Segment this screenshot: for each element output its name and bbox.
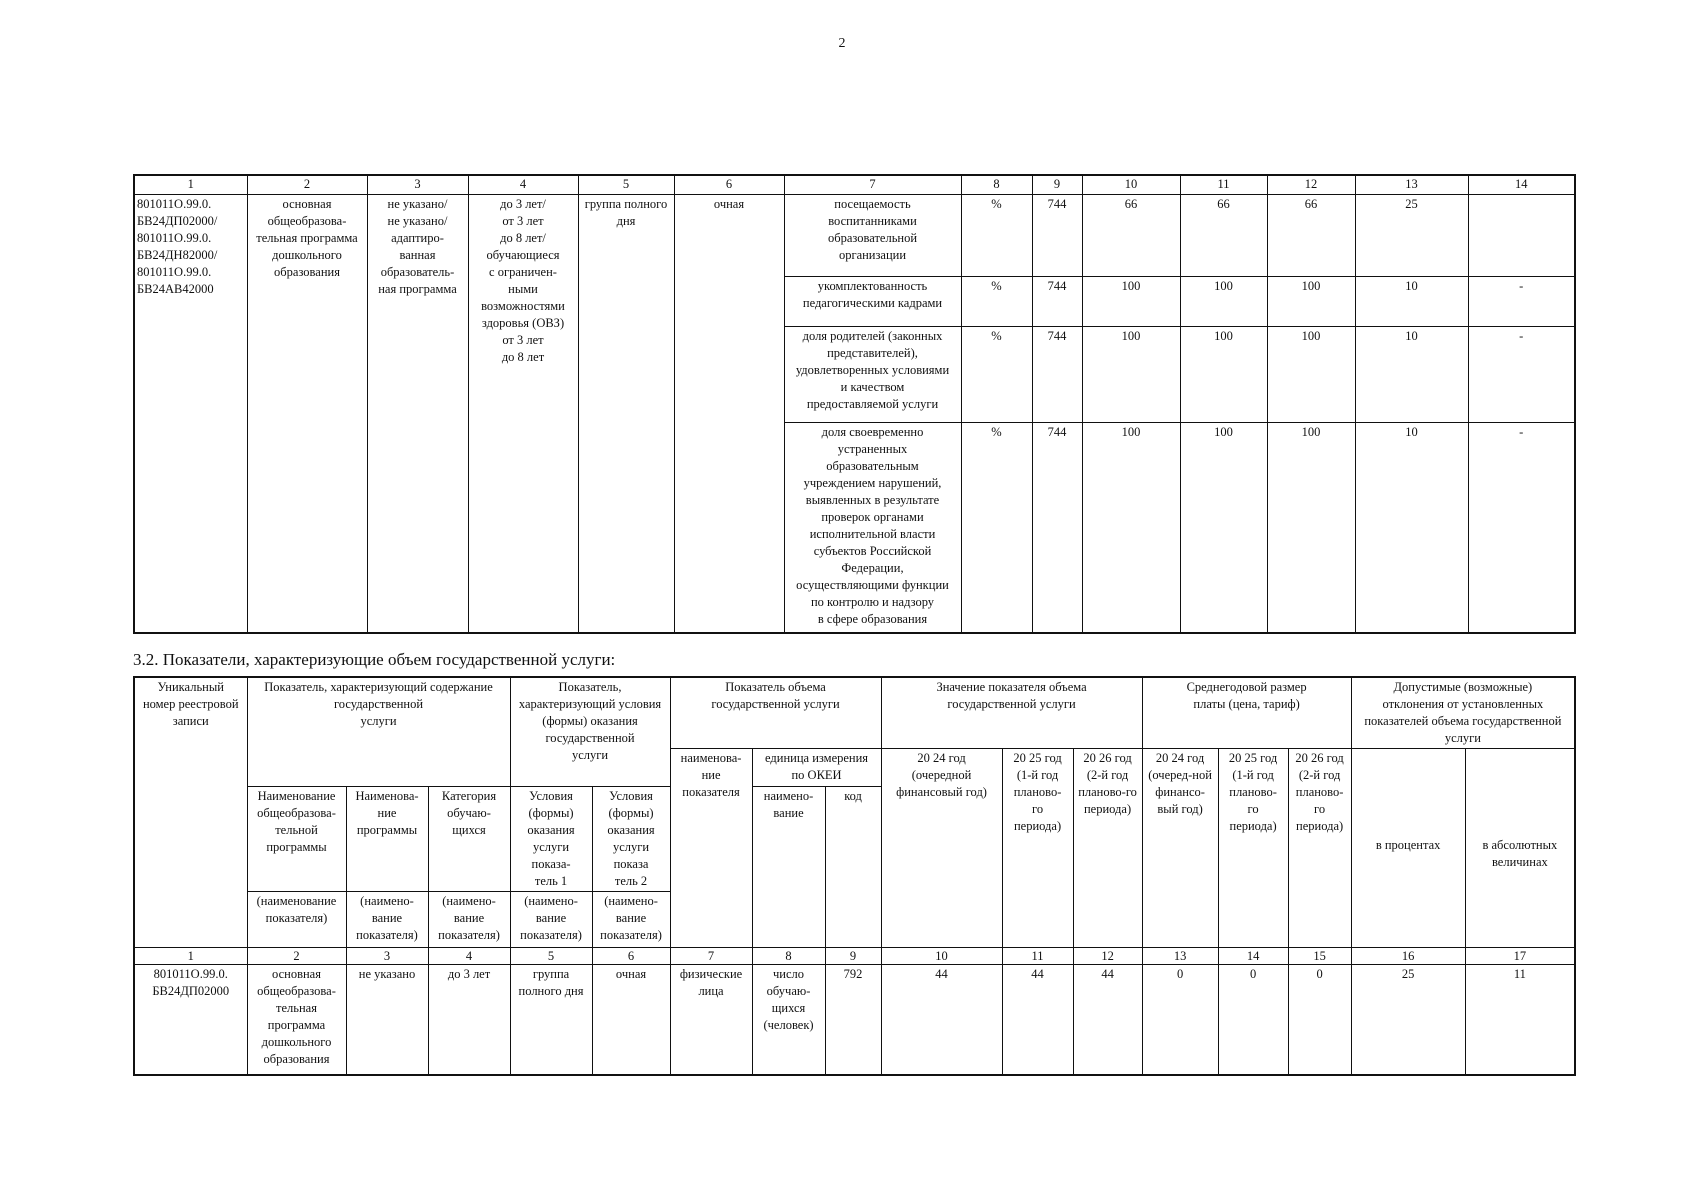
value-cell: 100: [1267, 327, 1355, 423]
value-cell: 100: [1180, 277, 1267, 327]
category-cell: до 3 лет/ от 3 лет до 8 лет/ обучающиеся с ограничен- ными возможностями здоровья (ОВЗ) от 3 лет до 8 лет: [468, 195, 578, 633]
col-number: 7: [784, 175, 961, 195]
col-number: 13: [1355, 175, 1468, 195]
fee-cell: 0: [1218, 965, 1288, 1075]
form-cell: очная: [592, 965, 670, 1075]
col-number: 5: [510, 948, 592, 965]
indicator-name-cell: посещаемость воспитанниками образовательной организации: [784, 195, 961, 277]
deviation-absolute-cell: -: [1468, 277, 1575, 327]
col-number: 2: [247, 175, 367, 195]
header-fee-year-3: 20 26 год (2-й год планово- го периода): [1288, 749, 1351, 948]
form-cell: очная: [674, 195, 784, 633]
header-fee: Среднегодовой размер платы (цена, тариф): [1142, 677, 1351, 749]
registry-number-cell: 801011О.99.0. БВ24ДП02000/ 801011О.99.0. БВ24ДН82000/ 801011О.99.0. БВ24АВ42000: [134, 195, 247, 633]
unit-cell: %: [961, 423, 1032, 633]
header-volume: Показатель объема государственной услуги: [670, 677, 881, 749]
col-number: 3: [367, 175, 468, 195]
condition-cell: группа полного дня: [510, 965, 592, 1075]
unit-cell: %: [961, 327, 1032, 423]
column-number-row: [134, 948, 1575, 965]
category-cell: до 3 лет: [428, 965, 510, 1075]
header-absolute: в абсолютных величинах: [1465, 749, 1575, 948]
deviation-absolute-cell: -: [1468, 327, 1575, 423]
value-cell: 100: [1267, 277, 1355, 327]
col-number: 5: [578, 175, 674, 195]
deviation-percent-cell: 10: [1355, 423, 1468, 633]
col-number: 9: [1032, 175, 1082, 195]
value-cell: 66: [1267, 195, 1355, 277]
deviation-percent-cell: 10: [1355, 327, 1468, 423]
volume-indicators-table: [133, 676, 1576, 1076]
program-kind-cell: не указано/ не указано/ адаптиро- ванная образователь- ная программа: [367, 195, 468, 633]
value-cell: 44: [1073, 965, 1142, 1075]
col-number: 11: [1002, 948, 1073, 965]
okei-code-cell: 744: [1032, 195, 1082, 277]
col-number: 12: [1267, 175, 1355, 195]
column-number-row: [134, 175, 1575, 195]
fee-cell: 0: [1142, 965, 1218, 1075]
table-row: [134, 195, 1575, 277]
indicator-name-cell: доля своевременно устраненных образовательным учреждением нарушений, выявленных в результате проверок органами исполнительной власти субъектов Российской Федерации, осуществляющими функции по контролю и надзору в сфере образования: [784, 423, 961, 633]
col-number: 7: [670, 948, 752, 965]
col-number: 1: [134, 948, 247, 965]
deviation-percent-cell: 10: [1355, 277, 1468, 327]
indicator-name-cell: доля родителей (законных представителей), удовлетворенных условиями и качеством предоставляемой услуги: [784, 327, 961, 423]
program-cell: основная общеобразова- тельная программа дошкольного образования: [247, 195, 367, 633]
header-deviation: Допустимые (возможные) отклонения от установленных показателей объема государственной услуги: [1351, 677, 1575, 749]
page-number: 2: [838, 36, 846, 51]
value-cell: 100: [1267, 423, 1355, 633]
program-cell: основная общеобразова- тельная программа дошкольного образования: [247, 965, 346, 1075]
fee-cell: 0: [1288, 965, 1351, 1075]
okei-code-cell: 792: [825, 965, 881, 1075]
header-program-kind: Наименова- ние программы: [346, 787, 428, 892]
col-number: 17: [1465, 948, 1575, 965]
col-number: 8: [752, 948, 825, 965]
value-cell: 100: [1082, 423, 1180, 633]
col-number: 10: [1082, 175, 1180, 195]
indicator-name-cell: укомплектованность педагогическими кадрами: [784, 277, 961, 327]
header-unit-name: наимено- вание: [752, 787, 825, 948]
header-program-name: Наименование общеобразова- тельной программы: [247, 787, 346, 892]
col-number: 4: [468, 175, 578, 195]
unit-name-cell: число обучаю- щихся (человек): [752, 965, 825, 1075]
header-sub-name: (наимено- вание показателя): [510, 892, 592, 948]
header-condition-1: Условия (формы) оказания услуги показа- тель 1: [510, 787, 592, 892]
col-number: 11: [1180, 175, 1267, 195]
value-cell: 100: [1082, 327, 1180, 423]
col-number: 12: [1073, 948, 1142, 965]
value-cell: 66: [1180, 195, 1267, 277]
quality-indicators-table: [133, 174, 1576, 634]
deviation-percent-cell: 25: [1351, 965, 1465, 1075]
unit-cell: %: [961, 195, 1032, 277]
header-sub-name: (наимено- вание показателя): [346, 892, 428, 948]
okei-code-cell: 744: [1032, 423, 1082, 633]
header-sub-name: (наименование показателя): [247, 892, 346, 948]
header-indicator-name: наименова- ние показателя: [670, 749, 752, 948]
header-conditions: Показатель, характеризующий условия (формы) оказания государственной услуги: [510, 677, 670, 787]
col-number: 6: [674, 175, 784, 195]
header-sub-name: (наимено- вание показателя): [592, 892, 670, 948]
header-year-2: 20 25 год (1-й год планово- го периода): [1002, 749, 1073, 948]
col-number: 14: [1218, 948, 1288, 965]
header-category: Категория обучаю- щихся: [428, 787, 510, 892]
deviation-absolute-cell: -: [1468, 423, 1575, 633]
header-registry: Уникальный номер реестровой записи: [134, 677, 247, 948]
header-percent: в процентах: [1351, 749, 1465, 948]
header-code: код: [825, 787, 881, 948]
col-number: 10: [881, 948, 1002, 965]
header-row: [134, 677, 1575, 749]
registry-number-cell: 801011О.99.0. БВ24ДП02000: [134, 965, 247, 1075]
program-kind-cell: не указано: [346, 965, 428, 1075]
col-number: 13: [1142, 948, 1218, 965]
value-cell: 100: [1180, 423, 1267, 633]
value-cell: 100: [1082, 277, 1180, 327]
header-content: Показатель, характеризующий содержание государственной услуги: [247, 677, 510, 787]
col-number: 1: [134, 175, 247, 195]
header-fee-year-2: 20 25 год (1-й год планово- го периода): [1218, 749, 1288, 948]
header-okei: единица измерения по ОКЕИ: [752, 749, 881, 787]
col-number: 2: [247, 948, 346, 965]
col-number: 3: [346, 948, 428, 965]
col-number: 4: [428, 948, 510, 965]
value-cell: 44: [881, 965, 1002, 1075]
col-number: 14: [1468, 175, 1575, 195]
header-year-3: 20 26 год (2-й год планово-го периода): [1073, 749, 1142, 948]
value-cell: 44: [1002, 965, 1073, 1075]
table-row: [134, 965, 1575, 1075]
unit-cell: %: [961, 277, 1032, 327]
deviation-absolute-cell: 11: [1465, 965, 1575, 1075]
col-number: 9: [825, 948, 881, 965]
okei-code-cell: 744: [1032, 277, 1082, 327]
value-cell: 100: [1180, 327, 1267, 423]
deviation-absolute-cell: [1468, 195, 1575, 277]
col-number: 6: [592, 948, 670, 965]
deviation-percent-cell: 25: [1355, 195, 1468, 277]
header-condition-2: Условия (формы) оказания услуги показа тель 2: [592, 787, 670, 892]
header-year-1: 20 24 год (очередной финансовый год): [881, 749, 1002, 948]
condition-cell: группа полного дня: [578, 195, 674, 633]
header-fee-year-1: 20 24 год (очеред-ной финансо- вый год): [1142, 749, 1218, 948]
header-sub-name: (наимено- вание показателя): [428, 892, 510, 948]
col-number: 8: [961, 175, 1032, 195]
col-number: 16: [1351, 948, 1465, 965]
value-cell: 66: [1082, 195, 1180, 277]
col-number: 15: [1288, 948, 1351, 965]
indicator-name-cell: физические лица: [670, 965, 752, 1075]
okei-code-cell: 744: [1032, 327, 1082, 423]
section-title: 3.2. Показатели, характеризующие объем государственной услуги:: [133, 650, 616, 669]
header-value: Значение показателя объема государственной услуги: [881, 677, 1142, 749]
